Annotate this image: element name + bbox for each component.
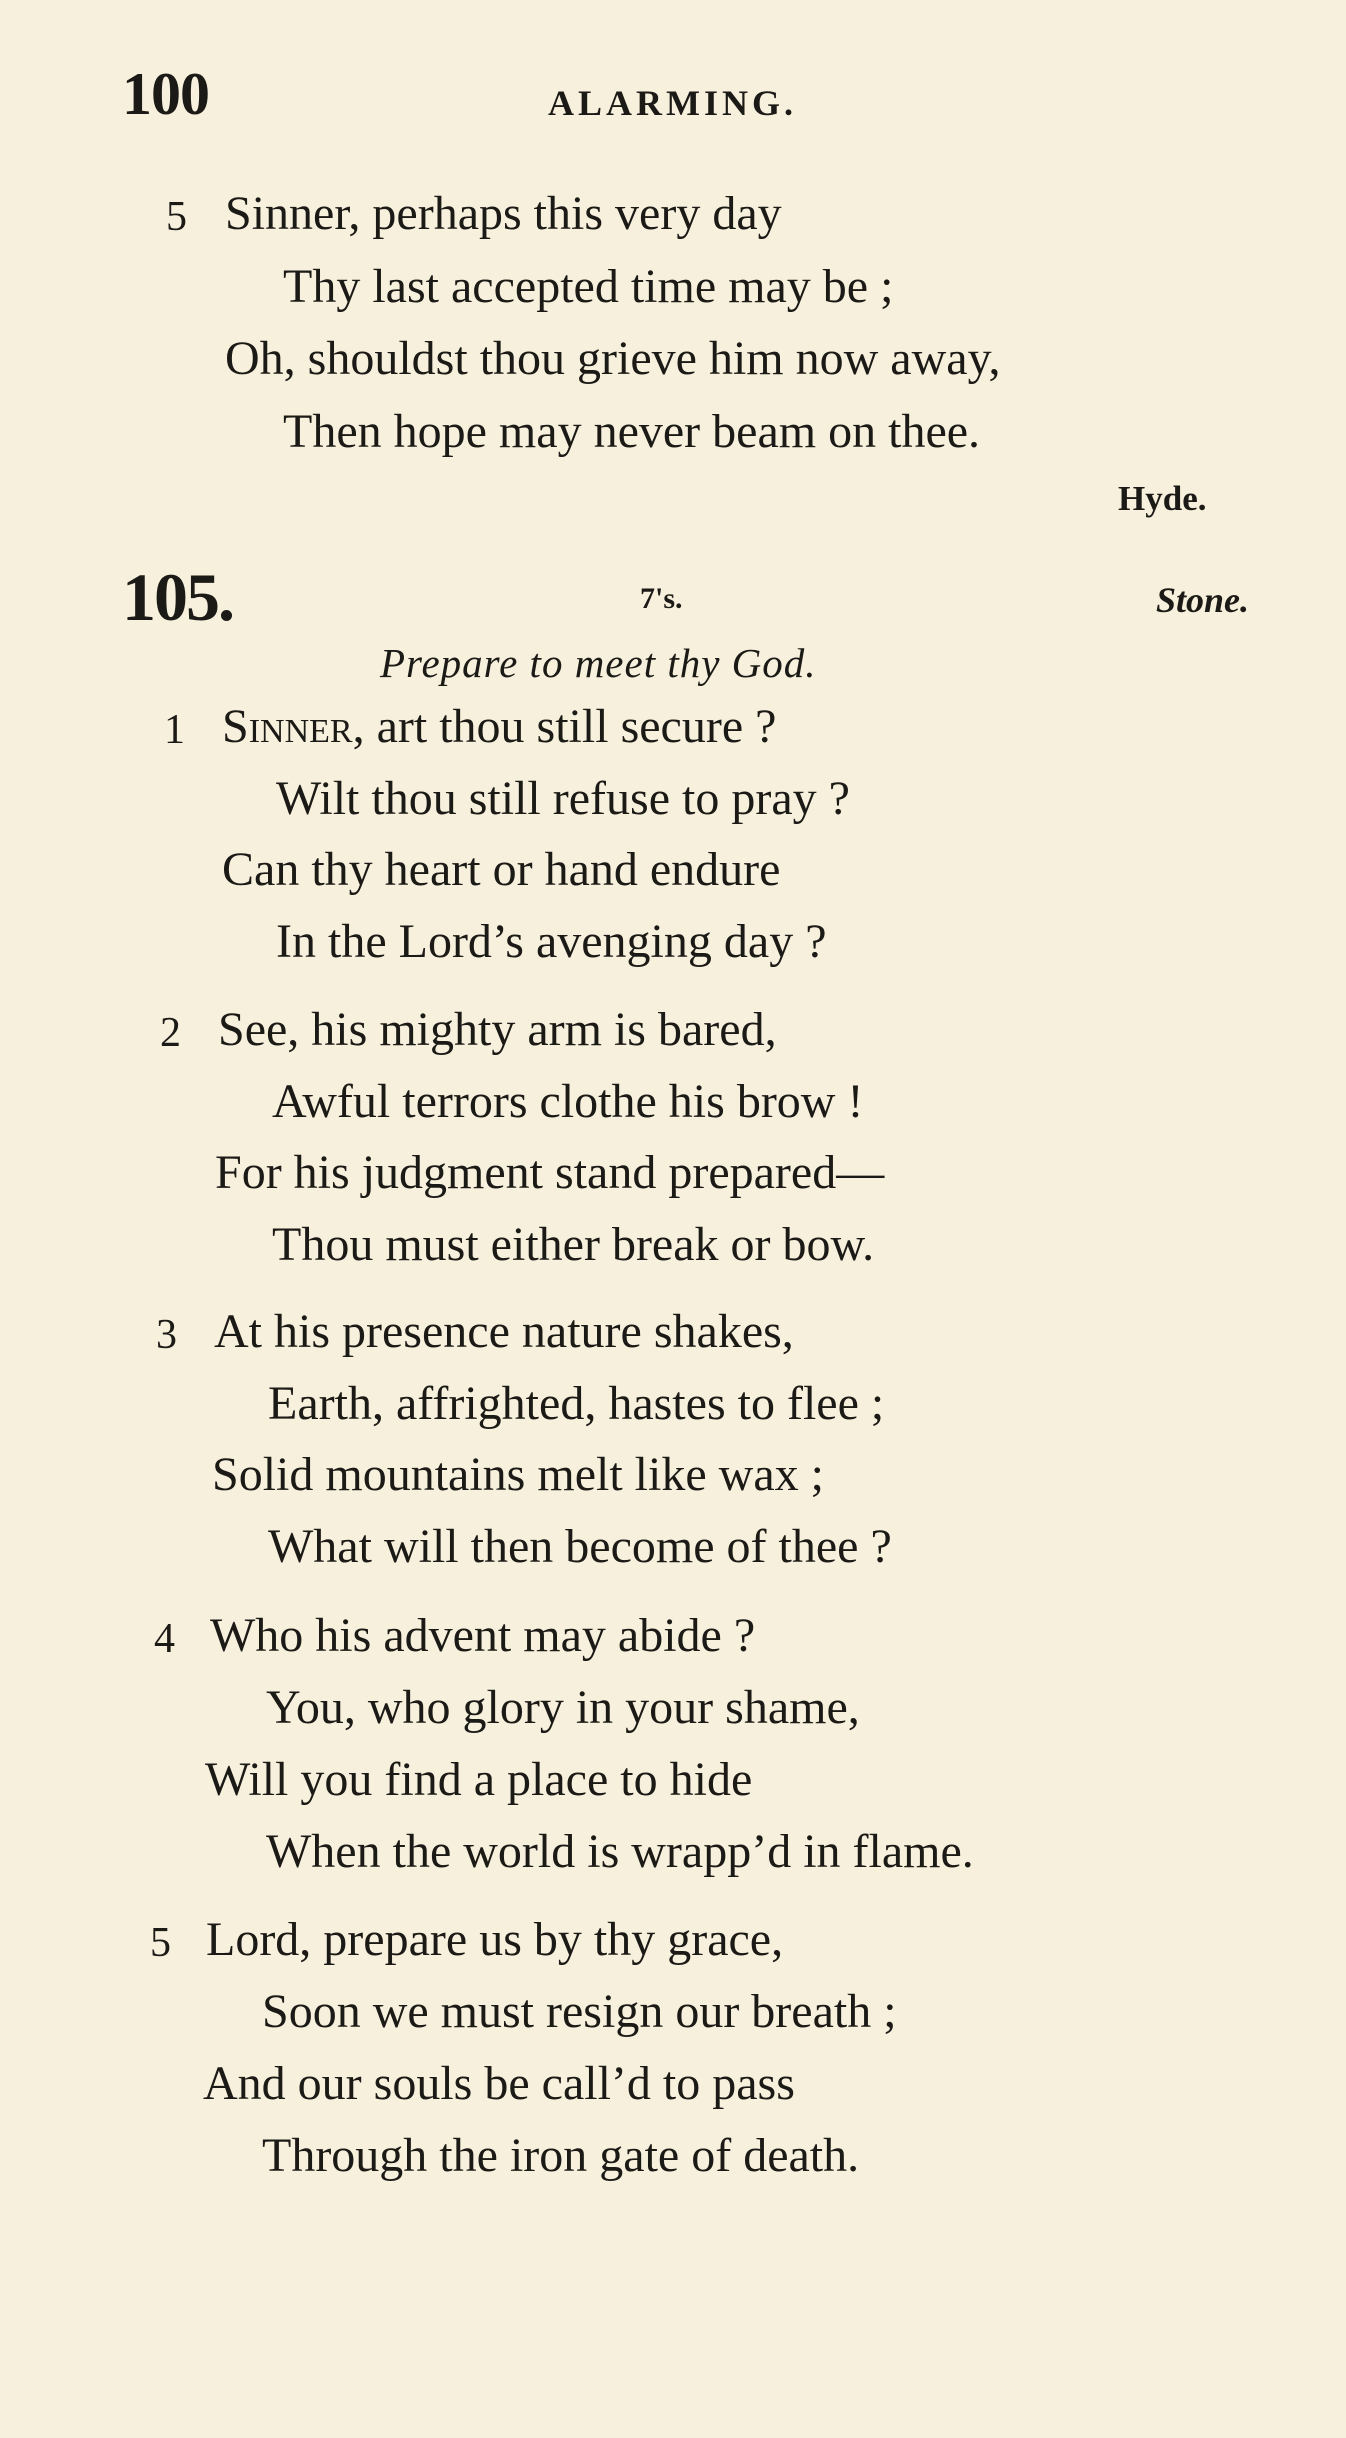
meter-label: 7's. — [640, 582, 683, 615]
verse-line: Can thy heart or hand endure — [222, 843, 781, 896]
hymn-title: Prepare to meet thy God. — [380, 640, 817, 686]
verse-number: 5 — [166, 194, 187, 240]
verse-line: Solid mountains melt like wax ; — [212, 1448, 824, 1501]
verse-line: See, his mighty arm is bared, — [218, 1003, 777, 1056]
tune-name: Stone. — [1156, 580, 1250, 620]
verse-line: Earth, affrighted, hastes to flee ; — [268, 1377, 885, 1430]
author-attribution: Hyde. — [1118, 479, 1207, 518]
verse-number: 4 — [154, 1616, 175, 1662]
verse-line: Oh, shouldst thou grieve him now away, — [225, 332, 1001, 385]
verse-line: At his presence nature shakes, — [214, 1305, 794, 1358]
verse-line: In the Lord’s avenging day ? — [276, 915, 827, 968]
verse-number: 5 — [150, 1920, 171, 1966]
verse-line: What will then become of thee ? — [268, 1520, 892, 1573]
verse-line: Wilt thou still refuse to pray ? — [276, 772, 850, 825]
verse-line: Thy last accepted time may be ; — [283, 260, 894, 313]
running-head: ALARMING. — [548, 83, 797, 123]
verse-line: Through the iron gate of death. — [262, 2129, 860, 2182]
verse-line: Soon we must resign our breath ; — [262, 1985, 897, 2038]
verse-line-rest: art thou still secure ? — [364, 700, 777, 753]
verse-first-word: Sinner, — [222, 700, 365, 753]
verse-number: 1 — [164, 707, 185, 753]
verse-line: Awful terrors clothe his brow ! — [272, 1075, 864, 1128]
hymn-number: 105. — [122, 559, 233, 635]
verse-line: And our souls be call’d to pass — [203, 2057, 795, 2110]
verse-line — [222, 700, 777, 753]
verse-line: When the world is wrapp’d in flame. — [266, 1825, 974, 1878]
verse-line: Then hope may never beam on thee. — [283, 405, 981, 458]
page-number: 100 — [122, 61, 209, 127]
verse-line: Who his advent may abide ? — [210, 1609, 756, 1662]
verse-line: Lord, prepare us by thy grace, — [206, 1913, 784, 1966]
verse-line: Sinner, perhaps this very day — [225, 187, 782, 240]
verse-number: 3 — [156, 1312, 177, 1358]
verse-number: 2 — [160, 1010, 181, 1056]
verse-line: Will you find a place to hide — [205, 1753, 753, 1806]
verse-line: You, who glory in your shame, — [266, 1681, 860, 1734]
verse-line: Thou must either break or bow. — [272, 1218, 875, 1271]
verse-line: For his judgment stand prepared— — [215, 1146, 885, 1199]
